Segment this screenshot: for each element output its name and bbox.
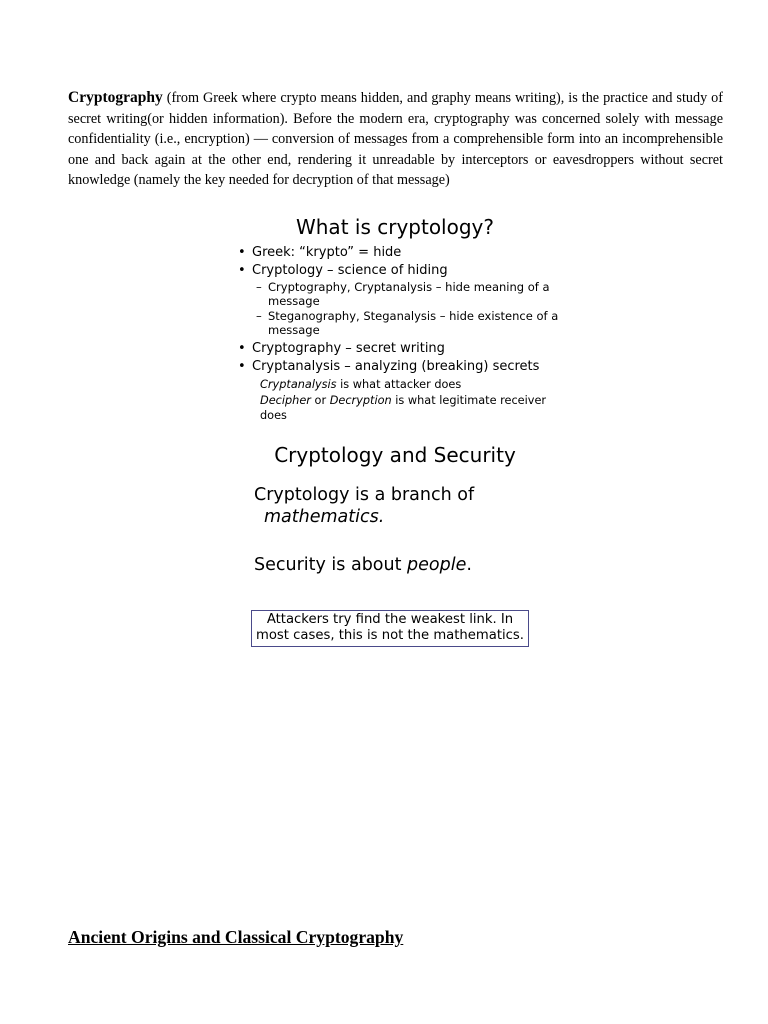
slide1-sub-cryptography: – Cryptography, Cryptanalysis – hide meaning of a message [256,281,560,308]
slide1-sub-list [252,281,560,337]
slide2-line2-end: . [466,555,472,575]
slide2-line2-em: people [407,555,467,575]
slide1-sub-steganography: – Steganography, Steganalysis – hide existence of a message [256,310,560,337]
slide1-note2-mid: or [310,393,330,407]
slide2-line-branch [254,484,474,528]
slide1-note2-em2: Decryption [329,393,392,407]
slide1-title: What is cryptology? [295,215,494,239]
slide2-line2-a: Security is about [254,555,408,575]
intro-term: Cryptography [68,89,163,106]
slide2-line1-b: mathematics. [264,507,385,527]
intro-paragraph [68,88,723,191]
slide1-note-attacker [260,377,560,393]
slide1-bullet-greek: • Greek: “krypto” = hide [238,244,560,262]
slide1-note2-em1: Decipher [260,393,311,407]
slide1-bullet-list [230,244,560,376]
section-heading: Ancient Origins and Classical Cryptography [68,927,404,947]
slide1-note-receiver [260,393,560,424]
slide-cryptology-and-security [230,442,560,652]
slide1-bullet-cryptology [238,262,560,337]
slide-what-is-cryptology [230,214,560,424]
slide2-line1-a: Cryptology is a branch of [254,485,475,505]
slide2-line-people [254,554,472,576]
slide1-note1-em: Cryptanalysis [260,378,337,391]
slide1-notes [260,377,560,424]
slide1-note1-rest: is what attacker does [336,378,462,391]
intro-text: (from Greek where crypto means hidden, and graphy means writing), is the practice and study of secret writing(or hidden information). Before the modern era, cryptography was concerned solely with message confidentiality (i.e., encryption) — conversion of messages from a comprehensible form into an incomprehensible one and back again at the other end, rendering it unreadable by interceptors or eavesdroppers without secret knowledge (namely the key needed for decryption of that message) [68,90,723,189]
slide2-callout-box: Attackers try find the weakest link. In most cases, this is not the mathematics. [251,610,529,647]
slide1-bullet-cryptanalysis: • Cryptanalysis – analyzing (breaking) secrets [238,358,560,376]
slide1-note2-rest: is what legitimate receiver does [260,393,547,422]
slide1-bullet-cryptography: • Cryptography – secret writing [238,340,560,358]
slide2-title: Cryptology and Security [274,443,516,467]
slide1-bullet-cryptology-text: Cryptology – science of hiding [252,263,448,278]
